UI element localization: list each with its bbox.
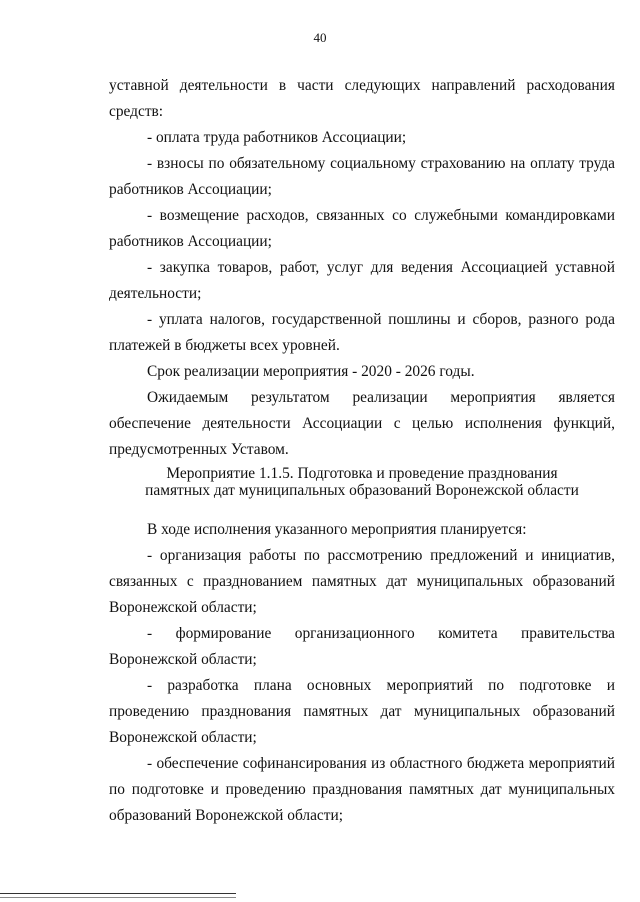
list-item: - возмещение расходов, связанных со служебными командировками работников Ассоциации; [109, 207, 615, 250]
list-item: - разработка плана основных мероприятий по подготовке и проведению празднования памятных дат муниципальных образований Воронежской области; [109, 677, 615, 746]
document-body [109, 73, 615, 829]
list-item: - уплата налогов, государственной пошлины и сборов, разного рода платежей в бюджеты всех уровней. [109, 311, 615, 354]
list-item: - закупка товаров, работ, услуг для ведения Ассоциацией уставной деятельности; [109, 259, 615, 302]
list-item: - взносы по обязательному социальному страхованию на оплату труда работников Ассоциации; [109, 155, 615, 198]
paragraph: уставной деятельности в части следующих направлений расходования средств: [109, 77, 615, 120]
paragraph: Ожидаемым результатом реализации мероприятия является обеспечение деятельности Ассоциации с целью исполнения функций, предусмотренных Уставом. [109, 389, 615, 458]
heading-line: памятных дат муниципальных образований Воронежской области [145, 482, 579, 499]
list-item: - обеспечение софинансирования из областного бюджета мероприятий по подготовке и проведению празднования памятных дат муниципальных образований Воронежской области; [109, 755, 615, 824]
list-item: - оплата труда работников Ассоциации; [147, 129, 407, 146]
list-item: - организация работы по рассмотрению предложений и инициатив, связанных с празднованием памятных дат муниципальных образований Воронежской области; [109, 547, 615, 616]
section-heading [109, 465, 615, 499]
page-number: 40 [313, 30, 327, 45]
scan-edge-line [0, 897, 236, 898]
paragraph: Срок реализации мероприятия - 2020 - 2026 годы. [147, 363, 475, 380]
list-item: - формирование организационного комитета правительства Воронежской области; [109, 625, 615, 668]
scan-edge-line [0, 893, 236, 894]
heading-line: Мероприятие 1.1.5. Подготовка и проведение празднования [166, 465, 558, 482]
paragraph: В ходе исполнения указанного мероприятия планируется: [147, 521, 527, 538]
